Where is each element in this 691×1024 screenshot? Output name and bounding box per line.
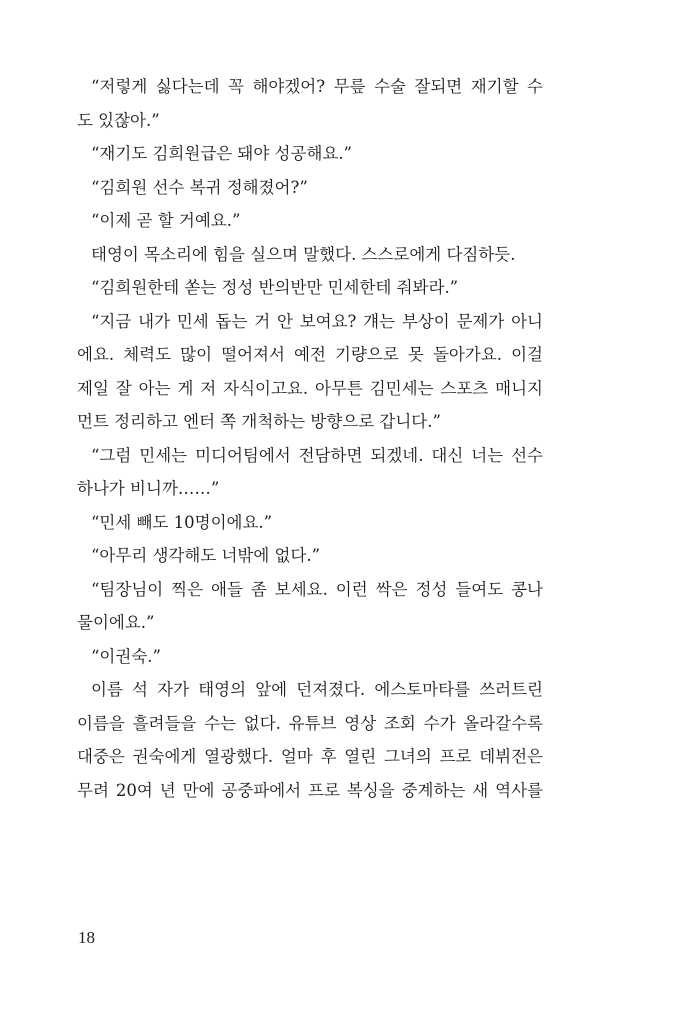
text-line: 하나가 비니까……” bbox=[77, 479, 220, 498]
text-line: “김희원 선수 복귀 정해졌어?” bbox=[91, 177, 308, 197]
text-line: 물이에요.” bbox=[77, 613, 155, 632]
text-line: “이제 곧 할 거예요.” bbox=[91, 211, 241, 230]
book-page-text bbox=[77, 70, 543, 807]
text-line: “지금 내가 민세 돕는 거 안 보여요? 걔는 부상이 문제가 아니 bbox=[91, 311, 543, 331]
text-line: “김희원한테 쏟는 정성 반의반만 민세한테 줘봐라.” bbox=[91, 278, 459, 297]
text-line: 이름을 흘려들을 수는 없다. 유튜브 영상 조회 수가 올라갈수록 bbox=[77, 713, 543, 733]
text-line: 태영이 목소리에 힘을 실으며 말했다. 스스로에게 다짐하듯. bbox=[91, 244, 516, 264]
text-line: 제일 잘 아는 게 저 자식이고요. 아무튼 김민세는 스포츠 매니지 bbox=[77, 378, 543, 398]
text-line: 이름 석 자가 태영의 앞에 던져졌다. 에스토마타를 쓰러트린 bbox=[91, 680, 543, 699]
text-line: “팀장님이 찍은 애들 좀 보세요. 이런 싹은 정성 들여도 콩나 bbox=[91, 579, 543, 599]
page-number: 18 bbox=[78, 928, 95, 947]
text-line: 무려 20여 년 만에 공중파에서 프로 복싱을 중계하는 새 역사를 bbox=[77, 780, 543, 800]
text-line: “이권숙.” bbox=[91, 646, 161, 666]
text-line: “저렇게 싫다는데 꼭 해야겠어? 무릎 수술 잘되면 재기할 수 bbox=[91, 77, 543, 96]
text-line: “그럼 민세는 미디어팀에서 전담하면 되겠네. 대신 너는 선수 bbox=[91, 445, 543, 465]
text-line: 대중은 권숙에게 열광했다. 얼마 후 열린 그녀의 프로 데뷔전은 bbox=[77, 747, 543, 766]
text-line: 먼트 정리하고 엔터 쪽 개척하는 방향으로 갑니다.” bbox=[77, 412, 441, 431]
text-line: 도 있잖아.” bbox=[77, 110, 160, 130]
text-line: 에요. 체력도 많이 떨어져서 예전 기량으로 못 돌아가요. 이걸 bbox=[77, 345, 543, 364]
text-line: “재기도 김희원급은 돼야 성공해요.” bbox=[91, 144, 352, 163]
text-line: “민세 빼도 10명이에요.” bbox=[91, 512, 273, 532]
text-line: “아무리 생각해도 너밖에 없다.” bbox=[91, 546, 321, 565]
